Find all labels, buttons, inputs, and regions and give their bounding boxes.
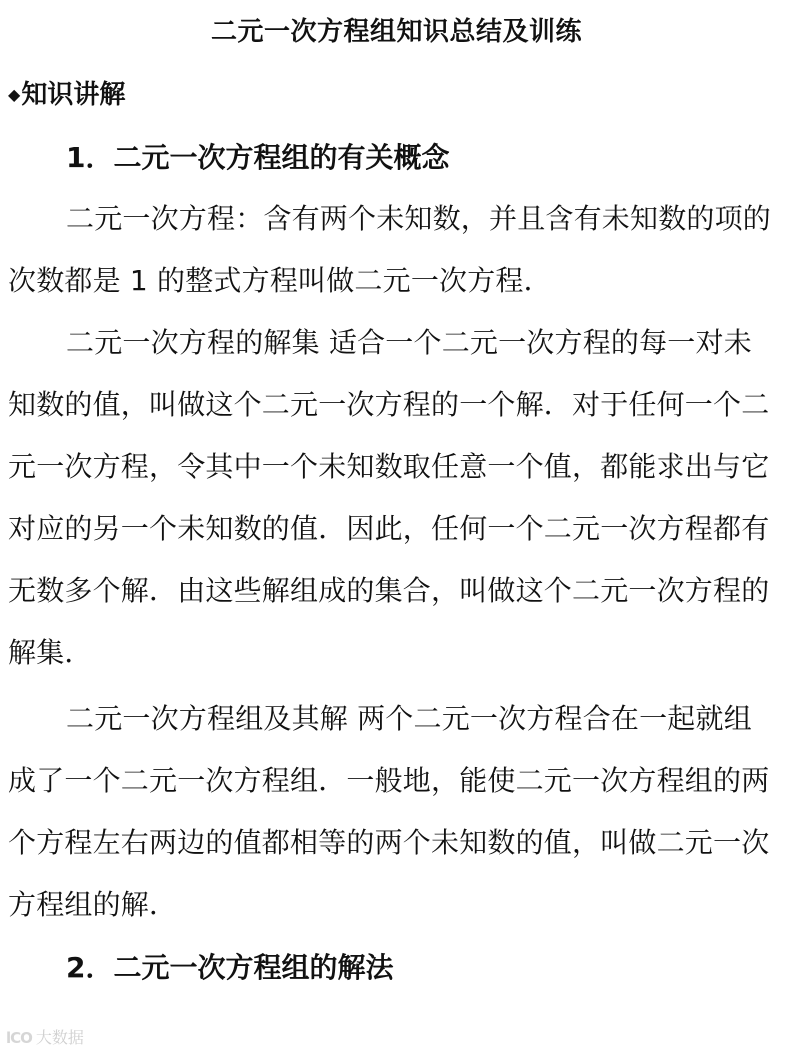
paragraph-line: 二元一次方程：含有两个未知数，并且含有未知数的项的 (66, 202, 772, 235)
watermark (6, 1028, 84, 1048)
paragraph-line: 对应的另一个未知数的值．因此，任何一个二元一次方程都有 (8, 512, 770, 545)
paragraph-line: 方程组的解． (8, 888, 178, 921)
paragraph-line: 解集． (8, 636, 93, 669)
paragraph-line: 元一次方程，令其中一个未知数取任意一个值，都能求出与它 (8, 450, 770, 483)
paragraph-line: 二元一次方程组及其解 两个二元一次方程合在一起就组 (66, 702, 752, 735)
paragraph-definition (8, 188, 788, 312)
watermark-text: 大数据 (35, 1028, 84, 1047)
section-heading-text: 知识讲解 (21, 80, 126, 110)
paragraph-line: 知数的值，叫做这个二元一次方程的一个解．对于任何一个二 (8, 388, 770, 421)
paragraph-solution-set (8, 312, 788, 684)
section-heading (8, 77, 125, 113)
watermark-logo-icon: lCO (6, 1029, 32, 1047)
paragraph-line: 成了一个二元一次方程组．一般地，能使二元一次方程组的两 (8, 764, 770, 797)
paragraph-system-solution (8, 688, 788, 936)
paragraph-line: 次数都是 1 的整式方程叫做二元一次方程． (8, 264, 552, 297)
document-title: 二元一次方程组知识总结及训练 (210, 17, 582, 47)
paragraph-line: 二元一次方程的解集 适合一个二元一次方程的每一对未 (66, 326, 752, 359)
paragraph-line: 无数多个解．由这些解组成的集合，叫做这个二元一次方程的 (8, 574, 770, 607)
diamond-bullet-icon: ◆ (8, 85, 21, 104)
paragraph-line: 个方程左右两边的值都相等的两个未知数的值，叫做二元一次 (8, 826, 770, 859)
subsection-heading-concepts: 1．二元一次方程组的有关概念 (66, 141, 450, 174)
subsection-heading-methods: 2．二元一次方程组的解法 (66, 951, 394, 984)
